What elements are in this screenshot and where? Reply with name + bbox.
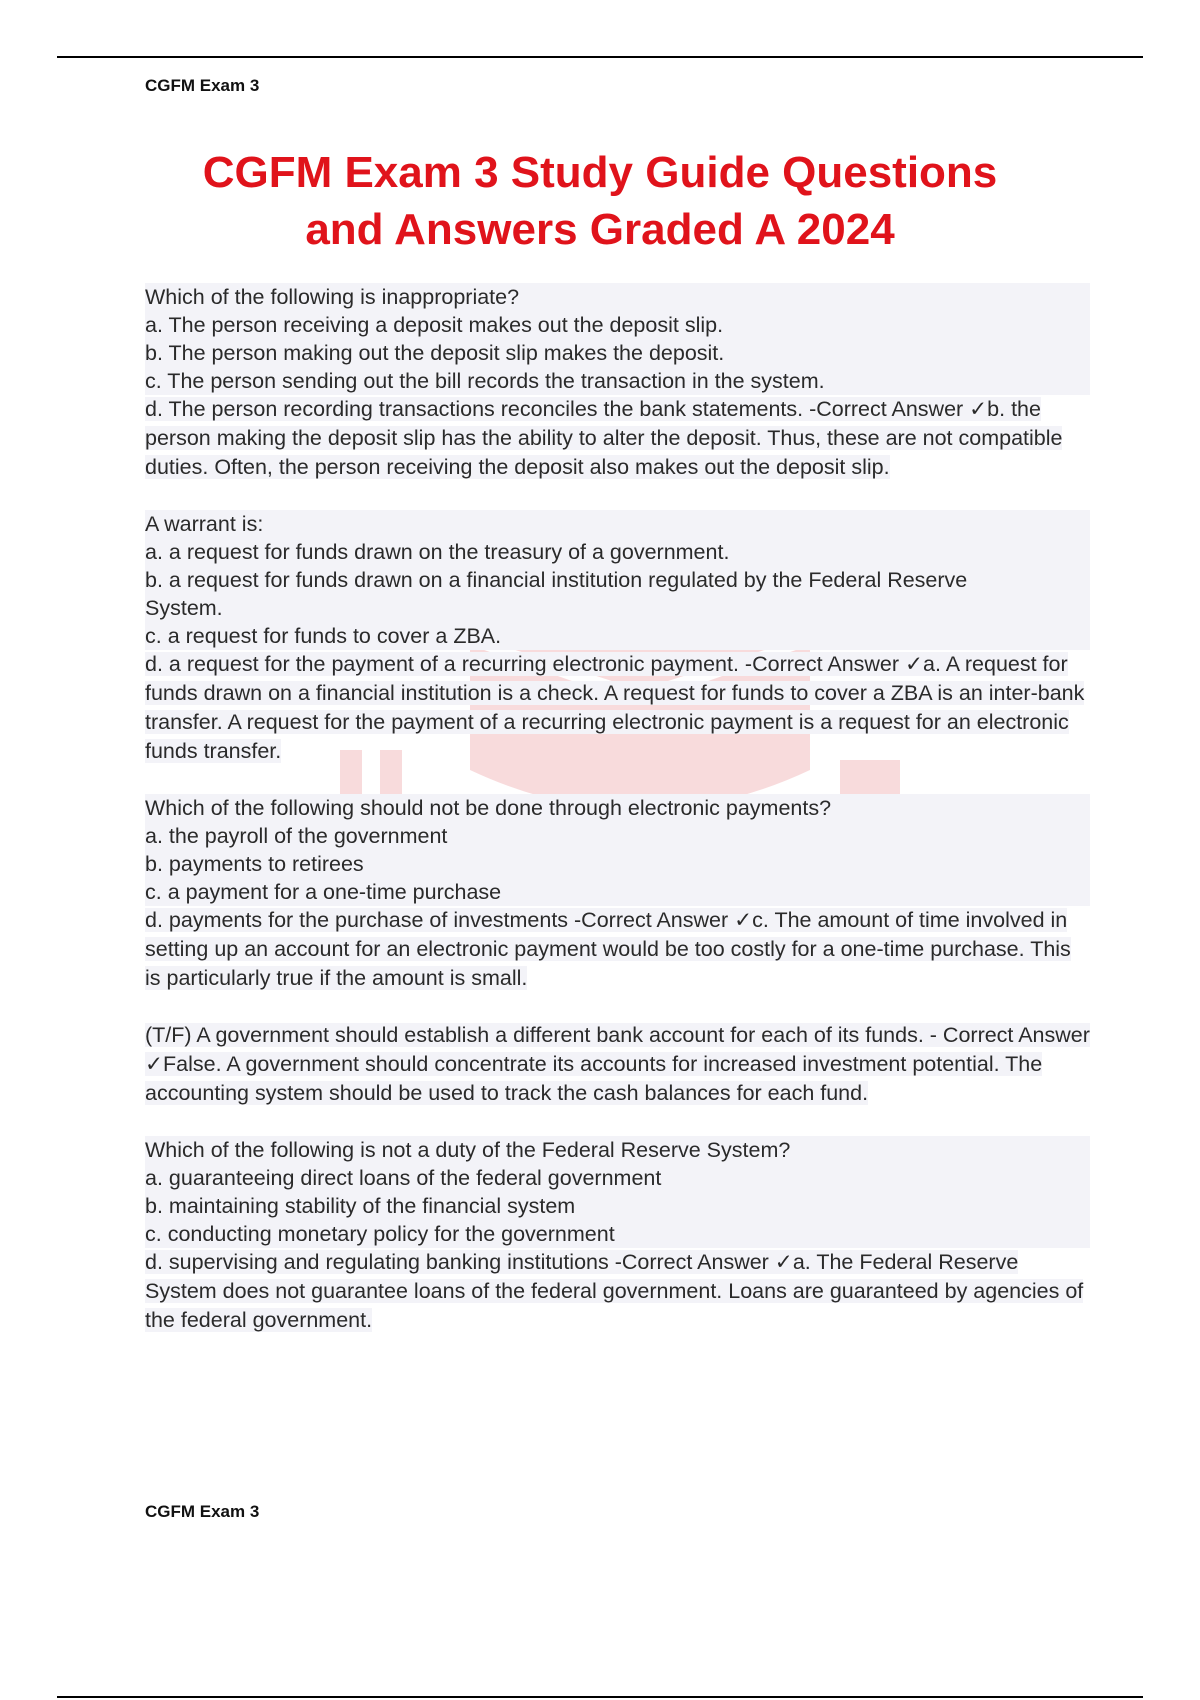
answer-text: (T/F) A government should establish a different bank account for each of its funds. - Correct Answer ✓False. A government should concentrate its accounts for increased investment potential. The accounting system should be used to track the cash balances for each fund. xyxy=(145,1023,1090,1105)
running-header: CGFM Exam 3 xyxy=(145,76,260,95)
option-line: c. a request for funds to cover a ZBA. xyxy=(145,622,1090,650)
document-title xyxy=(100,144,1100,258)
answer-text: d. a request for the payment of a recurring electronic payment. -Correct Answer ✓a. A request for funds drawn on a financial institution is a check. A request for funds to cover a ZBA is an inter-bank transfer. A request for the payment of a recurring electronic payment is a request for an electronic funds transfer. xyxy=(145,652,1085,763)
option-line: b. The person making out the deposit slip makes the deposit. xyxy=(145,339,1090,367)
option-line: c. a payment for a one-time purchase xyxy=(145,878,1090,906)
question-block xyxy=(145,510,1090,766)
running-footer: CGFM Exam 3 xyxy=(145,1502,260,1521)
header-rule xyxy=(57,56,1143,58)
qa-content xyxy=(145,283,1090,1363)
option-line: a. the payroll of the government xyxy=(145,822,1090,850)
title-line-2: and Answers Graded A 2024 xyxy=(305,205,895,254)
answer-text: d. supervising and regulating banking institutions -Correct Answer ✓a. The Federal Reserve System does not guarantee loans of the federal government. Loans are guaranteed by agencies of the federal government. xyxy=(145,1250,1084,1332)
option-line: b. payments to retirees xyxy=(145,850,1090,878)
question-line: Which of the following is inappropriate? xyxy=(145,283,1090,311)
question-block xyxy=(145,283,1090,482)
question-block xyxy=(145,1021,1090,1108)
question-block xyxy=(145,794,1090,993)
question-line: A warrant is: xyxy=(145,510,1090,538)
option-line: System. xyxy=(145,594,1090,622)
option-line: a. guaranteeing direct loans of the federal government xyxy=(145,1164,1090,1192)
question-line: Which of the following should not be done through electronic payments? xyxy=(145,794,1090,822)
answer-text: d. payments for the purchase of investments -Correct Answer ✓c. The amount of time involved in setting up an account for an electronic payment would be too costly for a one-time purchase. This is particularly true if the amount is small. xyxy=(145,908,1071,990)
footer-rule xyxy=(57,1696,1143,1698)
question-line: Which of the following is not a duty of the Federal Reserve System? xyxy=(145,1136,1090,1164)
title-line-1: CGFM Exam 3 Study Guide Questions xyxy=(202,148,998,197)
option-line: a. The person receiving a deposit makes out the deposit slip. xyxy=(145,311,1090,339)
option-line: a. a request for funds drawn on the treasury of a government. xyxy=(145,538,1090,566)
option-line: b. a request for funds drawn on a financial institution regulated by the Federal Reserve xyxy=(145,566,1090,594)
option-line: c. conducting monetary policy for the government xyxy=(145,1220,1090,1248)
option-line: c. The person sending out the bill records the transaction in the system. xyxy=(145,367,1090,395)
answer-text: d. The person recording transactions reconciles the bank statements. -Correct Answer ✓b. the person making the deposit slip has the ability to alter the deposit. Thus, these are not compatible duties. Often, the person receiving the deposit also makes out the deposit slip. xyxy=(145,397,1063,479)
question-block xyxy=(145,1136,1090,1335)
option-line: b. maintaining stability of the financial system xyxy=(145,1192,1090,1220)
